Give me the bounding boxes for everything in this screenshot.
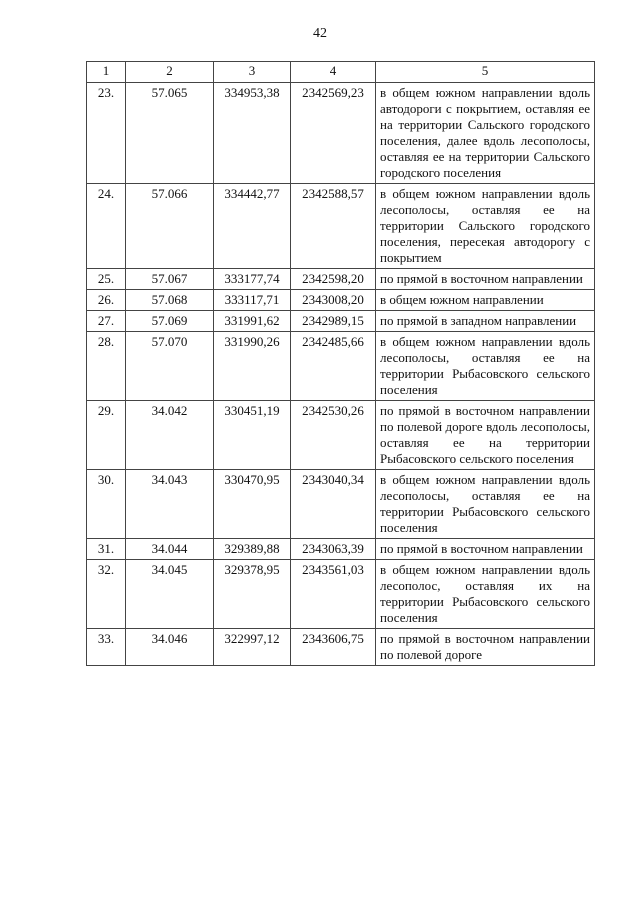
boundary-description: в общем южном направлении вдоль лесополосы, оставляя ее на территории Сальского городского поселения, пересекая автодорогу с покрытием (376, 184, 595, 269)
x-coordinate: 331991,62 (214, 311, 291, 332)
x-coordinate: 333117,71 (214, 290, 291, 311)
column-header-4: 4 (291, 62, 376, 83)
row-number: 23. (87, 83, 126, 184)
x-coordinate: 322997,12 (214, 629, 291, 666)
x-coordinate: 330451,19 (214, 401, 291, 470)
x-coordinate: 329389,88 (214, 539, 291, 560)
boundary-description: по прямой в восточном направлении (376, 269, 595, 290)
point-number: 34.044 (126, 539, 214, 560)
y-coordinate: 2342530,26 (291, 401, 376, 470)
boundary-description: по прямой в западном направлении (376, 311, 595, 332)
row-number: 27. (87, 311, 126, 332)
point-number: 57.068 (126, 290, 214, 311)
boundary-description: по прямой в восточном направлении (376, 539, 595, 560)
y-coordinate: 2342588,57 (291, 184, 376, 269)
point-number: 57.065 (126, 83, 214, 184)
x-coordinate: 333177,74 (214, 269, 291, 290)
table-row (87, 332, 595, 401)
point-number: 34.046 (126, 629, 214, 666)
column-header-2: 2 (126, 62, 214, 83)
row-number: 31. (87, 539, 126, 560)
page-number: 42 (313, 26, 327, 41)
column-header-5: 5 (376, 62, 595, 83)
row-number: 32. (87, 560, 126, 629)
boundary-description: в общем южном направлении вдоль автодороги с покрытием, оставляя ее на территории Сальского городского поселения, далее вдоль лесополосы, оставляя ее на территории Сальского городского поселения (376, 83, 595, 184)
table-header-row (87, 62, 595, 83)
row-number: 25. (87, 269, 126, 290)
row-number: 33. (87, 629, 126, 666)
table-row (87, 184, 595, 269)
boundary-description: по прямой в восточном направлении по полевой дороге вдоль лесополосы, оставляя ее на территории Рыбасовского сельского поселения (376, 401, 595, 470)
point-number: 34.042 (126, 401, 214, 470)
y-coordinate: 2343606,75 (291, 629, 376, 666)
boundary-description: в общем южном направлении вдоль лесополосы, оставляя ее на территории Рыбасовского сельского поселения (376, 332, 595, 401)
x-coordinate: 330470,95 (214, 470, 291, 539)
boundary-description: в общем южном направлении вдоль лесополосы, оставляя ее на территории Рыбасовского сельского поселения (376, 470, 595, 539)
y-coordinate: 2343063,39 (291, 539, 376, 560)
boundary-description: в общем южном направлении вдоль лесополос, оставляя их на территории Рыбасовского сельского поселения (376, 560, 595, 629)
table-row (87, 401, 595, 470)
point-number: 57.067 (126, 269, 214, 290)
table-row (87, 290, 595, 311)
y-coordinate: 2342569,23 (291, 83, 376, 184)
column-header-3: 3 (214, 62, 291, 83)
boundary-points-table (86, 61, 595, 666)
table-row (87, 539, 595, 560)
y-coordinate: 2342598,20 (291, 269, 376, 290)
table-row (87, 629, 595, 666)
row-number: 30. (87, 470, 126, 539)
row-number: 29. (87, 401, 126, 470)
table-row (87, 83, 595, 184)
row-number: 26. (87, 290, 126, 311)
row-number: 28. (87, 332, 126, 401)
point-number: 57.070 (126, 332, 214, 401)
x-coordinate: 331990,26 (214, 332, 291, 401)
x-coordinate: 329378,95 (214, 560, 291, 629)
y-coordinate: 2343008,20 (291, 290, 376, 311)
point-number: 57.069 (126, 311, 214, 332)
table-row (87, 560, 595, 629)
y-coordinate: 2343040,34 (291, 470, 376, 539)
point-number: 57.066 (126, 184, 214, 269)
y-coordinate: 2342485,66 (291, 332, 376, 401)
table-row (87, 470, 595, 539)
x-coordinate: 334442,77 (214, 184, 291, 269)
table-row (87, 269, 595, 290)
point-number: 34.043 (126, 470, 214, 539)
x-coordinate: 334953,38 (214, 83, 291, 184)
boundary-description: по прямой в восточном направлении по полевой дороге (376, 629, 595, 666)
row-number: 24. (87, 184, 126, 269)
column-header-1: 1 (87, 62, 126, 83)
y-coordinate: 2343561,03 (291, 560, 376, 629)
boundary-description: в общем южном направлении (376, 290, 595, 311)
table-row (87, 311, 595, 332)
y-coordinate: 2342989,15 (291, 311, 376, 332)
point-number: 34.045 (126, 560, 214, 629)
